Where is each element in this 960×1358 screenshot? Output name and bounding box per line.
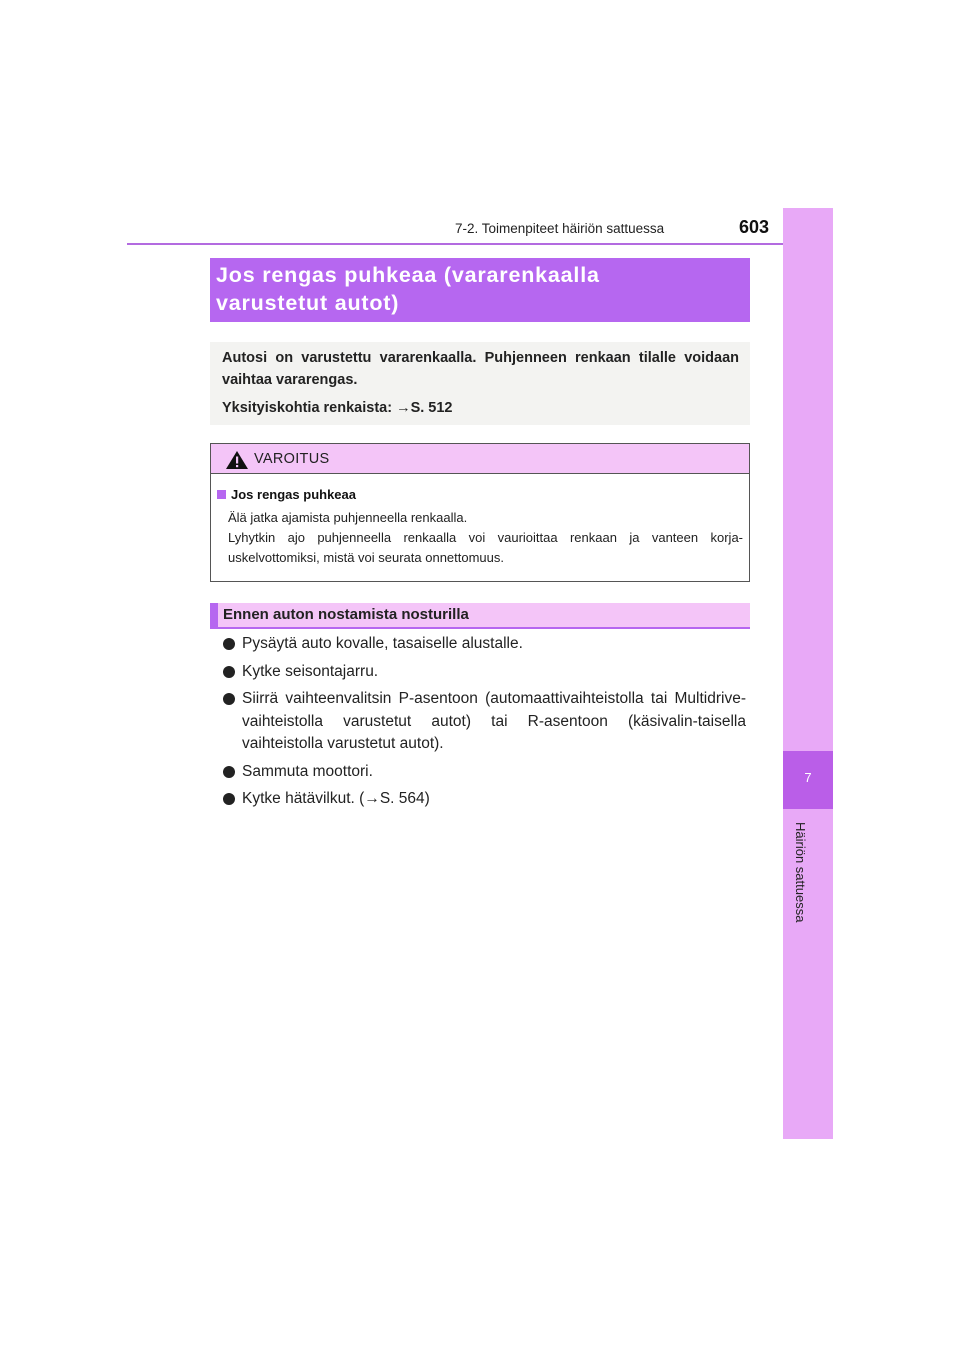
- warning-box: [210, 443, 750, 582]
- list-item-text: Pysäytä auto kovalle, tasaiselle alustalle.: [242, 635, 523, 652]
- page-title: [210, 258, 750, 322]
- list-item: [222, 788, 746, 811]
- list-item: [222, 661, 746, 684]
- subheading-text: Ennen auton nostamista nosturilla: [223, 606, 469, 623]
- list-item-text: Kytke hätävilkut. (→S. 564): [242, 790, 430, 807]
- section-reference: 7-2. Toimenpiteet häiriön sattuessa: [455, 221, 665, 236]
- bullet-dot-icon: [223, 793, 235, 805]
- warning-subheading: [217, 487, 356, 502]
- intro-paragraph: Autosi on varustettu vararenkaalla. Puhjenneen renkaan tilalle voidaan vaihtaa vararengas.: [222, 350, 739, 388]
- warning-subheading-text: Jos rengas puhkeaa: [231, 487, 356, 502]
- list-item: [222, 633, 746, 656]
- page-title-line-2: varustetut autot): [216, 291, 400, 315]
- intro-box: [210, 342, 750, 425]
- step-list: [222, 633, 746, 816]
- chapter-number: 7: [804, 770, 812, 785]
- warning-line-1: Älä jatka ajamista puhjenneella renkaalla.: [228, 510, 468, 525]
- warning-triangle-icon: [225, 450, 249, 470]
- section-subheading: [210, 603, 750, 629]
- bullet-dot-icon: [223, 666, 235, 678]
- list-item-text: Siirrä vaihteenvalitsin P-asentoon (automaattivaihteistolla tai Multidrive-vaihteistolla varustetut autot) tai R-asentoon (käsivalin-taisella vaihteistolla varustetut autot).: [242, 690, 746, 752]
- intro-details-reference: Yksityiskohtia renkaista: →S. 512: [222, 400, 453, 416]
- list-item: [222, 761, 746, 784]
- warning-header: [211, 444, 749, 474]
- bullet-dot-icon: [223, 638, 235, 650]
- list-item: [222, 688, 746, 756]
- square-bullet-icon: [217, 490, 226, 499]
- bullet-dot-icon: [223, 693, 235, 705]
- list-item-text: Kytke seisontajarru.: [242, 662, 379, 680]
- subheading-accent-bar: [210, 603, 218, 629]
- bullet-dot-icon: [223, 766, 235, 778]
- warning-body: [228, 508, 743, 568]
- warning-line-2: Lyhytkin ajo puhjenneella renkaalla voi vaurioittaa renkaan ja vanteen korja-uskelvottomiksi, mistä voi seurata onnettomuus.: [228, 530, 743, 565]
- warning-label: VAROITUS: [254, 451, 330, 467]
- header-rule: [127, 243, 833, 245]
- chapter-side-tab: [783, 208, 833, 1139]
- page-title-line-1: Jos rengas puhkeaa (vararenkaalla: [216, 263, 600, 287]
- list-item-text: Sammuta moottori.: [242, 762, 373, 780]
- chapter-title-vertical: Häiriön sattuessa: [793, 822, 808, 923]
- page-number: 603: [739, 217, 770, 237]
